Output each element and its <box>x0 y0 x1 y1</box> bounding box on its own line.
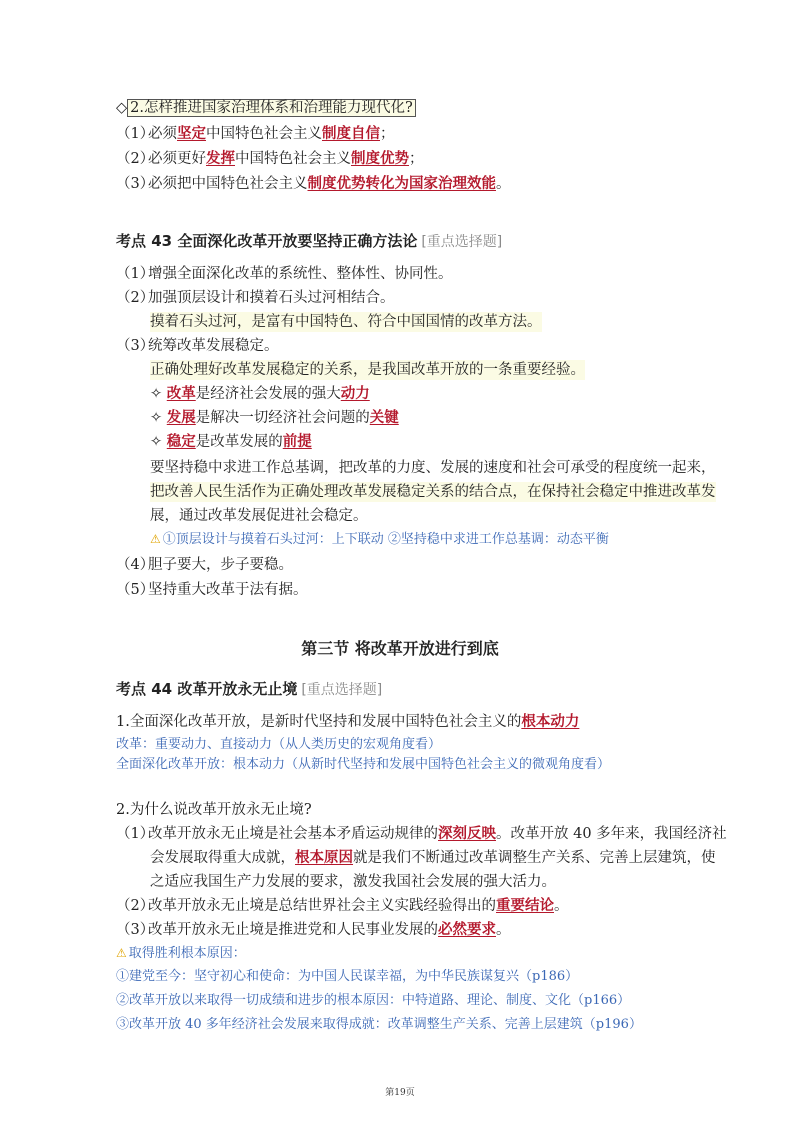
k44-note-2: 全面深化改革开放：根本动力（从新时代坚持和发展中国特色社会主义的微观角度看） <box>116 757 611 772</box>
k43-item-3: （3）统筹改革发展稳定。 <box>116 338 279 354</box>
k44-victory-point-3: ③改革开放 40 多年经济社会发展来取得成就：改革调整生产关系、完善上层建筑（p196） <box>116 1017 642 1032</box>
k43-bullet-3: ✧ 稳定是改革发展的前提 <box>150 433 312 450</box>
k43-item-4: （4）胆子要大，步子要稳。 <box>116 557 293 573</box>
k44-victory-point-2: ②改革开放以来取得一切成绩和进步的根本原因：中特道路、理论、制度、文化（p166） <box>116 993 631 1008</box>
k43-item-1: （1）增强全面深化改革的系统性、整体性、协同性。 <box>116 266 453 282</box>
k43-item-2: （2）加强顶层设计和摸着石头过河相结合。 <box>116 290 395 306</box>
k43-paragraph-line-1: 要坚持稳中求进工作总基调，把改革的力度、发展的速度和社会可承受的程度统一起来， <box>150 460 716 476</box>
k44-reason-3: （3）改革开放永无止境是推进党和人民事业发展的必然要求。 <box>116 921 511 938</box>
k43-paragraph-line-3: 展，通过改革发展促进社会稳定。 <box>150 508 368 524</box>
k44-victory-point-1: ①建党至今：坚守初心和使命：为中国人民谋幸福，为中华民族谋复兴（p186） <box>116 969 579 984</box>
sparkle-bullet-icon: ✧ <box>150 386 163 402</box>
warning-icon: ⚠ <box>150 532 161 546</box>
q2-item-2: （2）必须更好发挥中国特色社会主义制度优势； <box>116 150 424 167</box>
k43-bullet-1: ✧ 改革是经济社会发展的强大动力 <box>150 385 370 402</box>
k44-statement-2: 2.为什么说改革开放永无止境? <box>116 802 312 818</box>
k44-note-1: 改革：重要动力、直接动力（从人类历史的宏观角度看） <box>116 737 442 752</box>
k43-item-5: （5）坚持重大改革于法有据。 <box>116 582 308 598</box>
diamond-icon: ◇ <box>116 100 128 116</box>
section-heading: 第三节 将改革开放进行到底 <box>301 639 499 658</box>
kaodian-44-heading: 考点 44 改革开放永无止境 [重点选择题] <box>116 680 383 698</box>
k43-item-3-detail: 正确处理好改革发展稳定的关系，是我国改革开放的一条重要经验。 <box>150 362 585 378</box>
k43-bullet-2: ✧ 发展是解决一切经济社会问题的关键 <box>150 409 399 426</box>
q2-item-1: （1）必须坚定中国特色社会主义制度自信； <box>116 125 395 142</box>
question-text: 2.怎样推进国家治理体系和治理能力现代化? <box>127 99 416 117</box>
sparkle-bullet-icon: ✧ <box>150 434 163 450</box>
k44-victory-note: ⚠ 取得胜利根本原因： <box>116 946 246 961</box>
k44-reason-2: （2）改革开放永无止境是总结世界社会主义实践经验得出的重要结论。 <box>116 897 569 914</box>
question-2-title <box>116 98 416 118</box>
k44-reason-1-line-2: 会发展取得重大成就，根本原因就是我们不断通过改革调整生产关系、完善上层建筑，使 <box>150 849 716 866</box>
sparkle-bullet-icon: ✧ <box>150 410 163 426</box>
kaodian-43-heading: 考点 43 全面深化改革开放要坚持正确方法论 [重点选择题] <box>116 232 503 250</box>
warning-icon: ⚠ <box>116 946 127 960</box>
priority-tag: [重点选择题] <box>421 234 503 250</box>
k44-reason-1: （1）改革开放永无止境是社会基本矛盾运动规律的深刻反映。改革开放 40 多年来，我国经济社 <box>116 825 727 842</box>
priority-tag: [重点选择题] <box>301 682 383 698</box>
k43-note: ⚠ ①顶层设计与摸着石头过河：上下联动 ②坚持稳中求进工作总基调：动态平衡 <box>150 532 609 547</box>
q2-item-3: （3）必须把中国特色社会主义制度优势转化为国家治理效能。 <box>116 175 511 192</box>
k44-statement-1: 1.全面深化改革开放，是新时代坚持和发展中国特色社会主义的根本动力 <box>116 713 580 730</box>
page-number: 第19页 <box>385 1088 415 1098</box>
k43-item-2-detail: 摸着石头过河，是富有中国特色、符合中国国情的改革方法。 <box>150 314 542 330</box>
k44-reason-1-line-3: 之适应我国生产力发展的要求，激发我国社会发展的强大活力。 <box>150 874 556 890</box>
k43-paragraph-line-2: 把改善人民生活作为正确处理改革发展稳定关系的结合点，在保持社会稳定中推进改革发 <box>150 484 716 500</box>
